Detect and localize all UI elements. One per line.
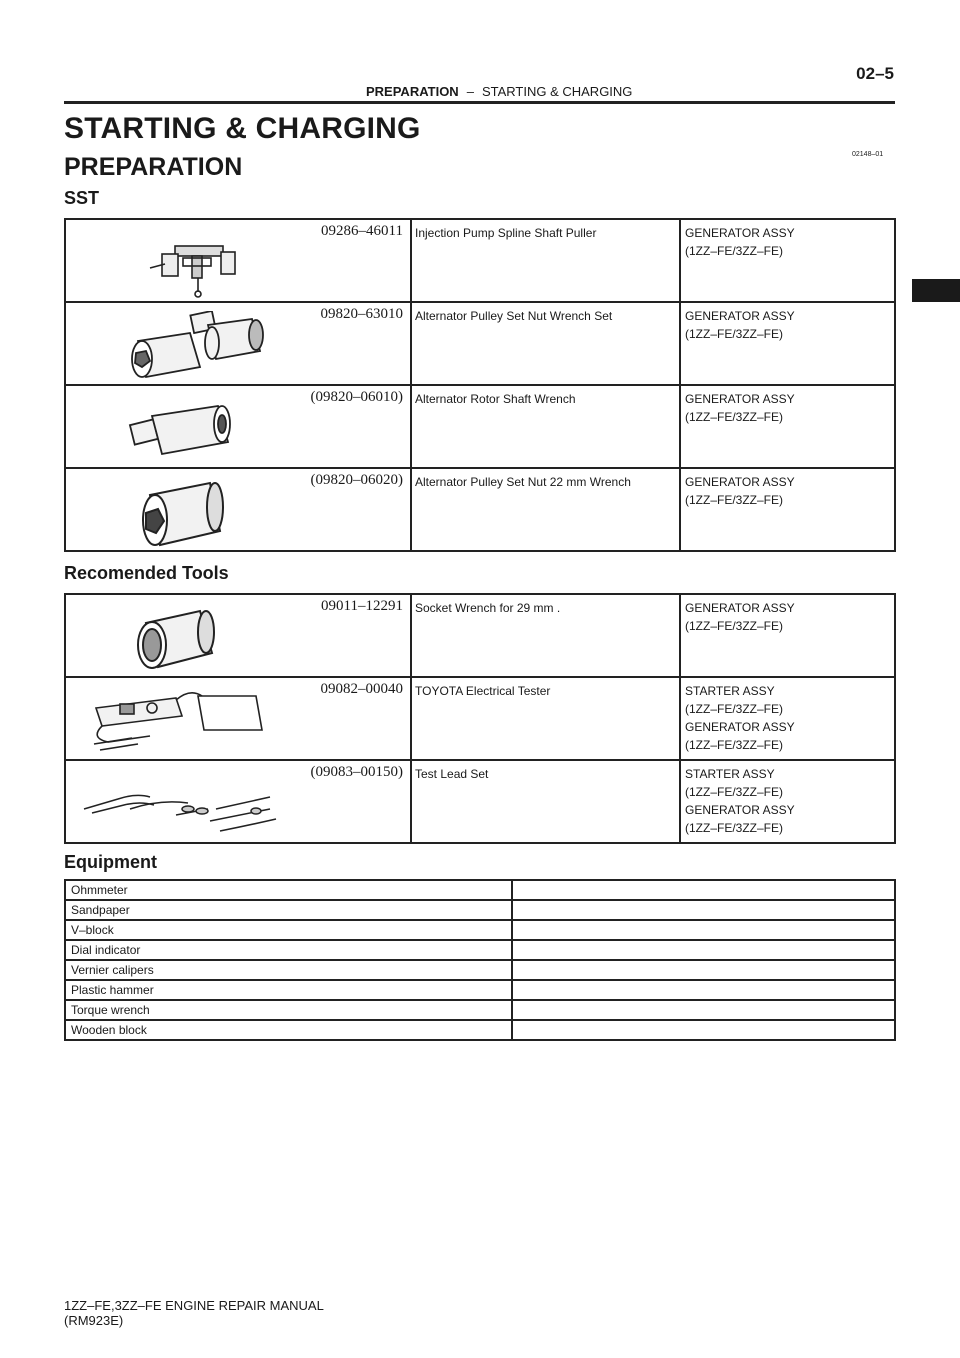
table-row — [65, 940, 895, 960]
part-number: 09820–63010 — [320, 306, 403, 322]
usage-line: GENERATOR ASSY — [685, 720, 795, 734]
usage-line: STARTER ASSY — [685, 767, 775, 781]
table-row — [65, 302, 895, 385]
usage-line: (1ZZ–FE/3ZZ–FE) — [685, 619, 784, 633]
tool-name: TOYOTA Electrical Tester — [411, 677, 680, 760]
equipment-item: V–block — [65, 920, 512, 940]
table-row — [65, 1020, 895, 1040]
table-row — [65, 920, 895, 940]
tool-name: Injection Pump Spline Shaft Puller — [411, 219, 680, 302]
header-section: PREPARATION — [366, 84, 459, 99]
puller-tool-icon — [80, 228, 320, 300]
table-row — [65, 760, 895, 843]
table-row — [65, 219, 895, 302]
table-row — [65, 594, 895, 677]
usage-line: GENERATOR ASSY — [685, 309, 795, 323]
tool-usage — [680, 219, 895, 302]
header-rule — [64, 101, 895, 104]
tool-name: Socket Wrench for 29 mm . — [411, 594, 680, 677]
tool-image-cell — [65, 677, 411, 760]
part-number: 09082–00040 — [320, 681, 403, 697]
tool-image-cell — [65, 385, 411, 468]
running-header — [366, 84, 632, 99]
usage-line: (1ZZ–FE/3ZZ–FE) — [685, 410, 784, 424]
socket-22mm-icon — [80, 477, 320, 549]
thumb-index-tab — [912, 279, 960, 302]
usage-line: (1ZZ–FE/3ZZ–FE) — [685, 738, 784, 752]
equipment-note — [512, 940, 895, 960]
usage-line: (1ZZ–FE/3ZZ–FE) — [685, 493, 784, 507]
equipment-heading: Equipment — [64, 852, 157, 872]
equipment-item: Sandpaper — [65, 900, 512, 920]
equipment-item: Dial indicator — [65, 940, 512, 960]
equipment-note — [512, 960, 895, 980]
tool-image-cell — [65, 760, 411, 843]
usage-line: GENERATOR ASSY — [685, 226, 795, 240]
page-number: 02–5 — [856, 64, 894, 83]
tool-usage — [680, 760, 895, 843]
tool-name: Test Lead Set — [411, 760, 680, 843]
equipment-item: Ohmmeter — [65, 880, 512, 900]
equipment-item: Wooden block — [65, 1020, 512, 1040]
part-number: 09011–12291 — [321, 598, 403, 614]
equipment-note — [512, 1000, 895, 1020]
usage-line: (1ZZ–FE/3ZZ–FE) — [685, 702, 784, 716]
tool-name: Alternator Rotor Shaft Wrench — [411, 385, 680, 468]
table-row — [65, 980, 895, 1000]
table-row — [65, 960, 895, 980]
recommended-heading: Recomended Tools — [64, 563, 229, 583]
tool-image-cell — [65, 302, 411, 385]
tool-image-cell — [65, 468, 411, 551]
page-footer — [64, 1298, 324, 1328]
footer-code: (RM923E) — [64, 1313, 124, 1328]
tool-name: Alternator Pulley Set Nut Wrench Set — [411, 302, 680, 385]
equipment-note — [512, 900, 895, 920]
tool-image-cell — [65, 594, 411, 677]
header-subsection: STARTING & CHARGING — [481, 84, 633, 99]
part-number: (09820–06020) — [310, 472, 403, 488]
tool-name: Alternator Pulley Set Nut 22 mm Wrench — [411, 468, 680, 551]
usage-line: STARTER ASSY — [685, 684, 775, 698]
test-lead-icon — [80, 769, 320, 841]
table-row — [65, 468, 895, 551]
equipment-note — [512, 1020, 895, 1040]
footer-manual: 1ZZ–FE,3ZZ–FE ENGINE REPAIR MANUAL — [64, 1298, 324, 1313]
equipment-item: Vernier calipers — [65, 960, 512, 980]
table-row — [65, 1000, 895, 1020]
usage-line: GENERATOR ASSY — [685, 392, 795, 406]
recommended-table — [64, 593, 896, 844]
page-subtitle: PREPARATION — [64, 153, 243, 181]
table-row — [65, 900, 895, 920]
part-number: (09083–00150) — [310, 764, 403, 780]
tool-usage — [680, 677, 895, 760]
page-title: STARTING & CHARGING — [64, 112, 421, 145]
equipment-item: Plastic hammer — [65, 980, 512, 1000]
rotor-shaft-wrench-icon — [80, 394, 320, 466]
table-row — [65, 385, 895, 468]
socket-29mm-icon — [80, 603, 320, 675]
equipment-note — [512, 920, 895, 940]
usage-line: (1ZZ–FE/3ZZ–FE) — [685, 821, 784, 835]
equipment-note — [512, 880, 895, 900]
electrical-tester-icon — [80, 686, 320, 758]
table-row — [65, 677, 895, 760]
usage-line: (1ZZ–FE/3ZZ–FE) — [685, 327, 784, 341]
tool-usage — [680, 302, 895, 385]
figure-code: 02148–01 — [852, 151, 884, 158]
sst-heading: SST — [64, 188, 100, 208]
tool-image-cell — [65, 219, 411, 302]
usage-line: (1ZZ–FE/3ZZ–FE) — [685, 244, 784, 258]
equipment-table — [64, 879, 896, 1041]
equipment-note — [512, 980, 895, 1000]
equipment-item: Torque wrench — [65, 1000, 512, 1020]
table-row — [65, 880, 895, 900]
usage-line: GENERATOR ASSY — [685, 803, 795, 817]
header-separator: – — [466, 84, 474, 99]
usage-line: GENERATOR ASSY — [685, 601, 795, 615]
tool-usage — [680, 468, 895, 551]
wrench-set-icon — [80, 311, 320, 383]
usage-line: GENERATOR ASSY — [685, 475, 795, 489]
tool-usage — [680, 385, 895, 468]
part-number: (09820–06010) — [310, 389, 403, 405]
usage-line: (1ZZ–FE/3ZZ–FE) — [685, 785, 784, 799]
tool-usage — [680, 594, 895, 677]
sst-table — [64, 218, 896, 552]
part-number: 09286–46011 — [321, 223, 403, 239]
